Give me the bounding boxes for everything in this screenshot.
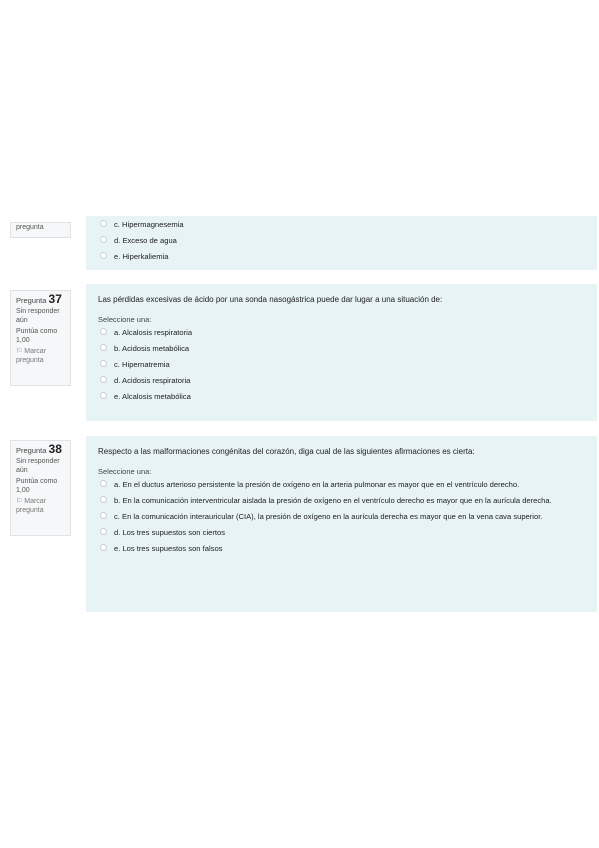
radio-button[interactable] [100,236,107,243]
answer-list [98,327,585,402]
flag-icon: ⚐ [16,348,23,355]
question-text: Las pérdidas excesivas de ácido por una sonda nasogástrica puede dar lugar a una situación de: [98,295,443,304]
question-content-partial [86,216,597,270]
answer-option[interactable]: d. Exceso de agua [98,235,585,246]
question-content-38 [86,436,597,612]
flag-question-link[interactable]: ⚐ Marcar pregunta [16,498,47,514]
question-info-37 [10,290,71,386]
answer-option[interactable]: d. Los tres supuestos son ciertos [98,527,585,538]
answer-option[interactable]: d. Acidosis respiratoria [98,375,585,386]
answer-option[interactable]: e. Los tres supuestos son falsos [98,543,585,554]
radio-button[interactable] [100,360,107,367]
radio-button[interactable] [100,344,107,351]
radio-button[interactable] [100,392,107,399]
question-number: Pregunta 38 [16,442,62,456]
flag-question-link[interactable]: ⚐ Marcar pregunta [16,348,47,364]
question-number: Pregunta 37 [16,292,62,306]
select-prompt: Seleccione una: [98,315,152,324]
question-content-37 [86,284,597,421]
radio-button[interactable] [100,512,107,519]
answer-list [98,219,585,262]
answer-option[interactable]: e. Alcalosis metabólica [98,391,585,402]
radio-button[interactable] [100,252,107,259]
question-info-38 [10,440,71,536]
answer-option[interactable]: b. En la comunicación interventricular aislada la presión de oxígeno en el ventrículo derecho es mayor que en la aurícula derecha. [98,495,585,506]
question-info-partial [10,222,71,238]
radio-button[interactable] [100,376,107,383]
radio-button[interactable] [100,496,107,503]
question-text: Respecto a las malformaciones congénitas del corazón, diga cual de las siguientes afirmaciones es cierta: [98,447,475,456]
question-status: Sin responder aún [16,458,60,474]
flag-icon: ⚐ [16,498,23,505]
answer-option[interactable]: c. En la comunicación interauricular (CIA), la presión de oxígeno en la aurícula derecha es mayor que en la vena cava superior. [98,511,585,522]
question-info-fragment: pregunta [16,224,44,231]
answer-option[interactable]: a. En el ductus arterioso persistente la presión de oxígeno en la arteria pulmonar es mayor que en el ventrículo derecho. [98,479,585,490]
question-status: Sin responder aún [16,308,60,324]
question-score: Puntúa como 1,00 [16,328,58,344]
answer-option[interactable]: e. Hiperkaliemia [98,251,585,262]
radio-button[interactable] [100,528,107,535]
radio-button[interactable] [100,480,107,487]
radio-button[interactable] [100,328,107,335]
radio-button[interactable] [100,544,107,551]
quiz-region [0,220,599,848]
question-score: Puntúa como 1,00 [16,478,58,494]
answer-option[interactable]: c. Hipernatremia [98,359,585,370]
answer-option[interactable]: c. Hipermagnesemia [98,219,585,230]
radio-button[interactable] [100,220,107,227]
answer-list [98,479,585,554]
answer-option[interactable]: b. Acidosis metabólica [98,343,585,354]
select-prompt: Seleccione una: [98,467,152,476]
answer-option[interactable]: a. Alcalosis respiratoria [98,327,585,338]
